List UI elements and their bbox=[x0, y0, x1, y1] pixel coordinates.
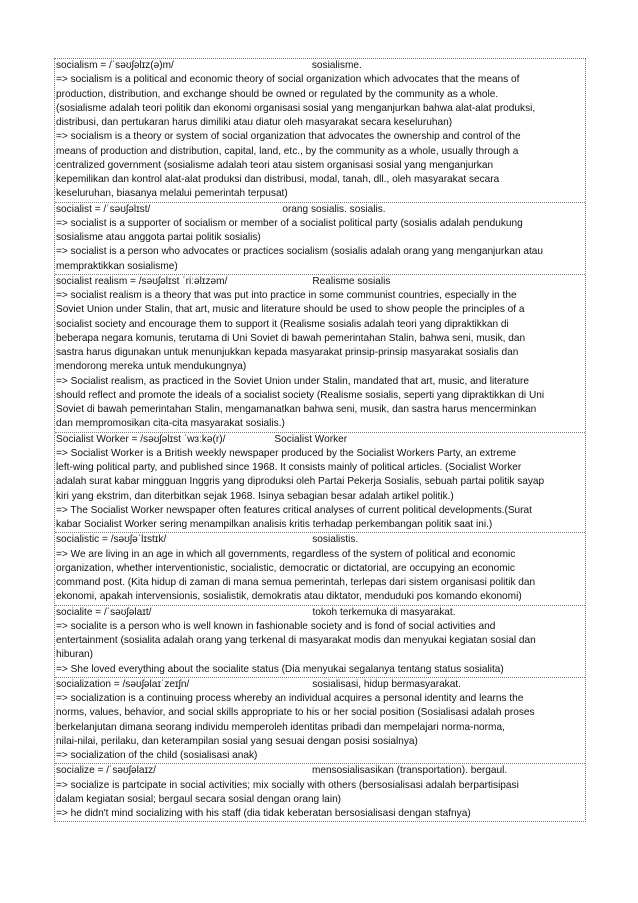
entry-text-line: means of production and distribution, capital, land, etc., by the community as a whole, usually through a bbox=[56, 145, 519, 157]
entry-text-line: sastra harus digunakan untuk menunjukkan kepada masyarakat prinsip-prinsip masyarakat sosialis dan bbox=[56, 347, 519, 358]
entry-headword-row bbox=[56, 533, 584, 547]
dictionary-entry bbox=[55, 433, 585, 534]
entry-text-line: => Socialist realism, as practiced in the Soviet Union under Stalin, mandated that art, music, and literature bbox=[56, 375, 529, 387]
entry-text-line: Soviet Union under Stalin, that art, music and literature should be used to show people the principles of a bbox=[56, 304, 525, 316]
entry-term: socialize = /ˈsəʊʃəlaɪz/ bbox=[56, 765, 156, 777]
entry-text-line: left-wing political party, and published since 1968. It consists mainly of political articles. (Socialist Worker bbox=[56, 462, 522, 473]
dictionary-table bbox=[54, 58, 586, 822]
entry-text-line: => socialist is a person who advocates or practices socialism (sosialis adalah orang yang menganjurkan atau bbox=[56, 246, 544, 258]
entry-text-line: distribusi, dan pertukaran harus dimiliki atau diatur oleh masyarakat secara keseluruhan) bbox=[56, 117, 453, 128]
entry-text-line: => The Socialist Worker newspaper often features critical analyses of current political developments.(Surat bbox=[56, 504, 532, 516]
entry-text-line: kiri yang ekstrim, dan diterbitkan sejak 1968. Isinya sebagian besar adalah artikel politik.) bbox=[56, 490, 454, 502]
entry-text-line: sosialisme atau anggota partai politik sosialis) bbox=[56, 232, 261, 243]
entry-term: socialism = /ˈsəʊʃəlɪz(ə)m/ bbox=[56, 60, 174, 71]
entry-headword-row bbox=[56, 764, 584, 778]
entry-translation: mensosialisasikan (transportation). bergaul. bbox=[311, 765, 508, 777]
entry-headword-row bbox=[56, 433, 584, 447]
entry-text-line: production, distribution, and exchange should be owned or regulated by the community as a whole. bbox=[56, 88, 499, 100]
entry-text-line: dan mempromosikan cita-cita masyarakat sosialis.) bbox=[56, 418, 285, 430]
entry-text-line: socialist society and encourage them to support it (Realisme sosialis adalah teori yang dipraktikkan di bbox=[56, 318, 509, 330]
entry-text-line: kabar Socialist Worker sering menampilkan analisis kritis terhadap perkembangan politik saat ini.) bbox=[56, 519, 493, 530]
entry-term: socialistic = /səʊʃəˈlɪstɪk/ bbox=[56, 534, 167, 546]
entry-text-line: mempraktikkan sosialisme) bbox=[56, 260, 178, 272]
entry-term: socialization = /səʊʃəlaɪˈzeɪʃn/ bbox=[56, 678, 190, 690]
dictionary-entry bbox=[55, 275, 585, 433]
entry-text-line: => socialist realism is a theory that was put into practice in some communist countries, especially in the bbox=[56, 290, 517, 301]
dictionary-entry bbox=[55, 203, 585, 275]
entry-headword-row bbox=[56, 203, 584, 217]
entry-term: Socialist Worker = /səʊʃəlɪst ˈwɜːkə(r)/ bbox=[56, 433, 226, 445]
entry-translation: sosialistis. bbox=[312, 534, 359, 546]
entry-translation: Socialist Worker bbox=[274, 433, 348, 445]
entry-text-line: => socialism is a political and economic theory of social organization which advocates that the means of bbox=[56, 74, 520, 86]
entry-text-line: kepemilikan dan kontrol alat-alat produksi dan distribusi, modal, tanah, dll., oleh masyarakat secara bbox=[56, 174, 500, 185]
entry-translation: Realisme sosialis bbox=[312, 275, 391, 287]
entry-text-line: berkelanjutan dimana seorang individu memperoleh identitas pribadi dan mempelajari norma-norma, bbox=[56, 721, 505, 733]
entry-text-line: organization, whether interventionistic, socialistic, democratic or dictatorial, are occupying an economic bbox=[56, 562, 515, 574]
entry-text-line: => socialism is a theory or system of social organization that advocates the ownership and control of the bbox=[56, 131, 521, 143]
dictionary-entry bbox=[55, 533, 585, 605]
dictionary-entry bbox=[55, 678, 585, 765]
entry-text-line: entertainment (sosialita adalah orang yang terkenal di masyarakat modis dan menyukai kegiatan sosial dan bbox=[56, 635, 536, 646]
entry-text-line: => We are living in an age in which all governments, regardless of the system of political and economic bbox=[56, 548, 516, 560]
entry-translation: tokoh terkemuka di masyarakat. bbox=[312, 606, 456, 618]
entry-text-line: => socialize is partcipate in social activities; mix socially with others (bersosialisasi adalah berpartisipasi bbox=[56, 779, 519, 791]
entry-text-line: (sosialisme adalah teori politik dan ekonomi organisasi sosial yang menganjurkan bahwa alat-alat produksi, bbox=[56, 102, 536, 114]
entry-text-line: => socialite is a person who is well known in fashionable society and is fond of social activities and bbox=[56, 620, 496, 632]
dictionary-entry bbox=[55, 764, 585, 821]
entry-headword-row bbox=[56, 275, 584, 289]
entry-text-line: command post. (Kita hidup di zaman di mana semua pemerintah, terlepas dari sistem organisasi politik dan bbox=[56, 577, 536, 588]
entry-headword-row bbox=[56, 606, 584, 620]
entry-text-line: should reflect and promote the ideals of a socialist society (Realisme sosialis, seperti yang dipraktikkan di Uni bbox=[56, 389, 545, 401]
entry-translation: orang sosialis. sosialis. bbox=[282, 203, 386, 215]
entry-text-line: => he didn't mind socializing with his staff (dia tidak keberatan bersosialisasi dengan stafnya) bbox=[56, 808, 471, 819]
dictionary-entry bbox=[55, 606, 585, 678]
entry-text-line: mendorong mereka untuk mendukungnya) bbox=[56, 361, 247, 373]
entry-text-line: beberapa negara komunis, terutama di Uni Soviet di bawah pemerintahan Stalin, bahwa seni, musik, dan bbox=[56, 332, 526, 344]
entry-text-line: => socialist is a supporter of socialism or member of a socialist political party (sosialis adalah pendukung bbox=[56, 217, 523, 229]
entry-term: socialist = /ˈsəʊʃəlɪst/ bbox=[56, 203, 151, 215]
entry-text-line: norms, values, behavior, and social skills appropriate to his or her social position (Sosialisasi adalah proses bbox=[56, 707, 535, 719]
entry-term: socialite = /ˈsəʊʃəlaɪt/ bbox=[56, 606, 152, 618]
entry-text-line: hiburan) bbox=[56, 649, 94, 661]
entry-text-line: => She loved everything about the socialite status (Dia menyukai segalanya tentang status sosialita) bbox=[56, 663, 504, 675]
entry-text-line: => Socialist Worker is a British weekly newspaper produced by the Socialist Workers Party, an extreme bbox=[56, 447, 517, 459]
entry-headword-row bbox=[56, 59, 584, 73]
dictionary-entry bbox=[55, 59, 585, 203]
entry-text-line: ekonomi, apakah intervensionis, sosialistik, demokratis atau diktator, menduduki pos komando ekonomi) bbox=[56, 591, 522, 603]
entry-text-line: keseluruhan, biasanya melalui pemerintah terpusat) bbox=[56, 188, 288, 200]
entry-term: socialist realism = /səʊʃəlɪst ˈriːəlɪzəm/ bbox=[56, 275, 228, 287]
entry-text-line: => socialization of the child (sosialisasi anak) bbox=[56, 750, 258, 761]
entry-text-line: centralized government (sosialisme adalah teori atau sistem organisasi sosial yang menganjurkan bbox=[56, 159, 494, 171]
entry-text-line: nilai-nilai, perilaku, dan keterampilan sosial yang sesuai dengan posisi sosialnya) bbox=[56, 735, 418, 747]
entry-text-line: => socialization is a continuing process whereby an individual acquires a personal identity and learns the bbox=[56, 693, 524, 704]
entry-text-line: adalah surat kabar mingguan Inggris yang diproduksi oleh Partai Pekerja Sosialis, sebuah partai politik sayap bbox=[56, 476, 545, 488]
entry-translation: sosialisme. bbox=[311, 60, 362, 71]
entry-text-line: Soviet di bawah pemerintahan Stalin, mengamanatkan bahwa seni, musik, dan sastra harus mencerminkan bbox=[56, 404, 537, 415]
entry-text-line: dalam kegiatan sosial; bergaul secara sosial dengan orang lain) bbox=[56, 793, 342, 805]
entry-translation: sosialisasi, hidup bermasyarakat. bbox=[312, 678, 461, 690]
entry-headword-row bbox=[56, 678, 584, 692]
